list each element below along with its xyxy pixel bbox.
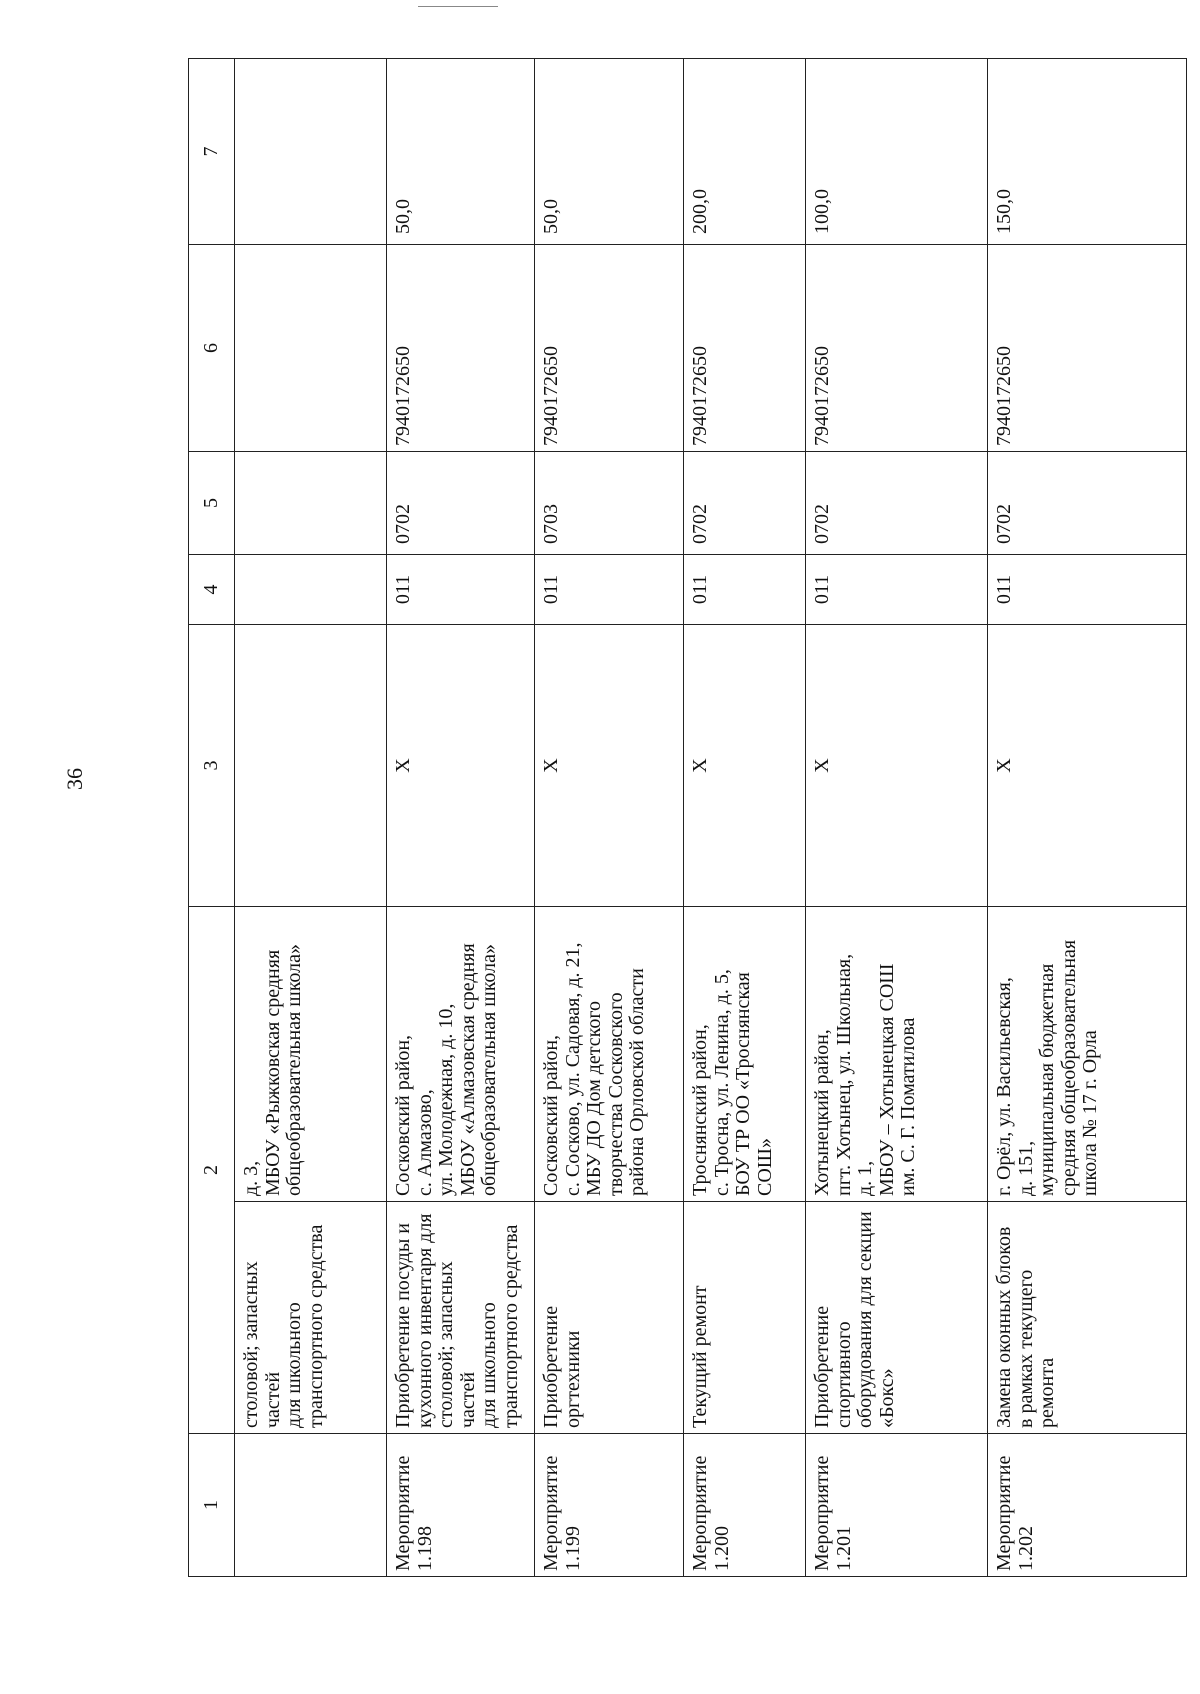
row-3-code-a: 011 xyxy=(684,555,806,625)
table-row xyxy=(988,59,1187,1577)
row-0-description: столовой; запасных частей для школьного транспортного средства xyxy=(235,1202,387,1434)
row-0-amount xyxy=(235,59,387,245)
scan-artifact-line xyxy=(418,6,498,7)
row-4-amount: 100,0 xyxy=(806,59,988,245)
rotated-table-container xyxy=(188,59,1186,1577)
row-2-code-c: 7940172650 xyxy=(535,245,684,452)
row-3-address: Троснянский район, с. Тросна, ул. Ленина, д. 5, БОУ ТР ОО «Троснянская СОШ» xyxy=(684,907,806,1202)
row-4-description: Приобретение спортивного оборудования для секции «Бокс» xyxy=(806,1202,988,1434)
row-4-code-b: 0702 xyxy=(806,452,988,555)
row-5-amount: 150,0 xyxy=(988,59,1187,245)
row-5-address: г. Орёл, ул. Васильевская, д. 151, муниципальная бюджетная средняя общеобразовательная школа № 17 г. Орла xyxy=(988,907,1187,1202)
row-1-code-a: 011 xyxy=(387,555,535,625)
row-4-activity: Мероприятие 1.201 xyxy=(806,1434,988,1577)
row-5-code-a: 011 xyxy=(988,555,1187,625)
row-0-activity xyxy=(235,1434,387,1577)
row-5-code-b: 0702 xyxy=(988,452,1187,555)
row-0-code-c xyxy=(235,245,387,452)
row-2-mark: X xyxy=(535,625,684,907)
row-1-description: Приобретение посуды и кухонного инвентаря для столовой; запасных частей для школьного транспортного средства xyxy=(387,1202,535,1434)
row-1-amount: 50,0 xyxy=(387,59,535,245)
row-5-code-c: 7940172650 xyxy=(988,245,1187,452)
header-cell-6: 6 xyxy=(189,245,235,452)
row-5-mark: X xyxy=(988,625,1187,907)
header-cell-4: 4 xyxy=(189,555,235,625)
row-4-address: Хотынецкий район, пгт. Хотынец, ул. Школьная, д. 1, МБОУ – Хотынецкая СОШ им. С. Г. Поматилова xyxy=(806,907,988,1202)
table-row xyxy=(806,59,988,1577)
table-row xyxy=(535,59,684,1577)
row-2-description: Приобретение оргтехники xyxy=(535,1202,684,1434)
data-table xyxy=(188,58,1187,1577)
page-number: 36 xyxy=(62,768,87,790)
row-0-code-a xyxy=(235,555,387,625)
table-row xyxy=(387,59,535,1577)
row-2-code-a: 011 xyxy=(535,555,684,625)
row-3-description: Текущий ремонт xyxy=(684,1202,806,1434)
table-row xyxy=(684,59,806,1577)
row-0-mark xyxy=(235,625,387,907)
row-2-code-b: 0703 xyxy=(535,452,684,555)
row-4-code-a: 011 xyxy=(806,555,988,625)
row-1-address: Сосковский район, с. Алмазово, ул. Молодежная, д. 10, МБОУ «Алмазовская средняя общеобразовательная школа» xyxy=(387,907,535,1202)
header-cell-2: 2 xyxy=(189,907,235,1434)
row-4-code-c: 7940172650 xyxy=(806,245,988,452)
header-cell-5: 5 xyxy=(189,452,235,555)
row-0-address: д. 3, МБОУ «Рыжковская средняя общеобразовательная школа» xyxy=(235,907,387,1202)
row-0-code-b xyxy=(235,452,387,555)
row-3-activity: Мероприятие 1.200 xyxy=(684,1434,806,1577)
row-3-mark: X xyxy=(684,625,806,907)
row-3-amount: 200,0 xyxy=(684,59,806,245)
row-5-activity: Мероприятие 1.202 xyxy=(988,1434,1187,1577)
row-2-activity: Мероприятие 1.199 xyxy=(535,1434,684,1577)
header-cell-3: 3 xyxy=(189,625,235,907)
row-1-mark: X xyxy=(387,625,535,907)
header-cell-1: 1 xyxy=(189,1434,235,1577)
row-5-description: Замена оконных блоков в рамках текущего ремонта xyxy=(988,1202,1187,1434)
row-1-code-b: 0702 xyxy=(387,452,535,555)
row-3-code-b: 0702 xyxy=(684,452,806,555)
row-1-code-c: 7940172650 xyxy=(387,245,535,452)
row-2-address: Сосковский район, с. Сосково, ул. Садовая, д. 21, МБУ ДО Дом детского творчества Сосковского района Орловской области xyxy=(535,907,684,1202)
row-3-code-c: 7940172650 xyxy=(684,245,806,452)
table-row xyxy=(235,59,387,1577)
row-1-activity: Мероприятие 1.198 xyxy=(387,1434,535,1577)
header-cell-7: 7 xyxy=(189,59,235,245)
row-2-amount: 50,0 xyxy=(535,59,684,245)
row-4-mark: X xyxy=(806,625,988,907)
table-header-row xyxy=(189,59,235,1577)
